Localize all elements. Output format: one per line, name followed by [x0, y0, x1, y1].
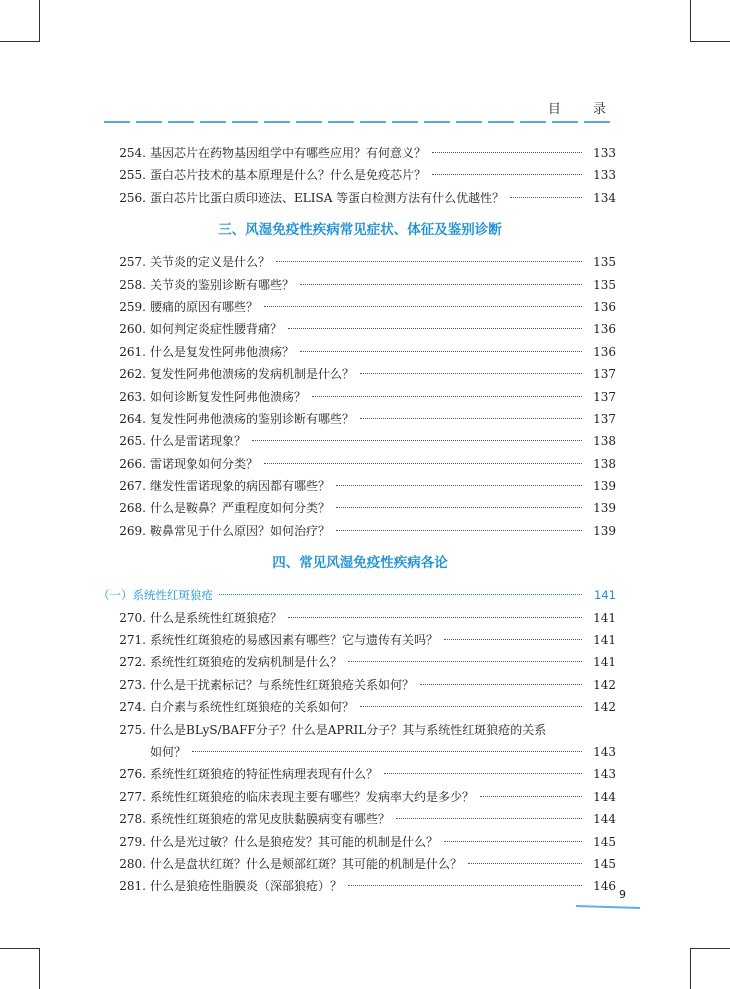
- entry-page: 139: [593, 479, 616, 494]
- entry-title: 关节炎的鉴别诊断有哪些？: [150, 277, 295, 292]
- entry-page: 136: [593, 322, 616, 337]
- leader-dots: [192, 751, 582, 752]
- entry-page: 138: [593, 434, 616, 449]
- leader-dots: [288, 617, 582, 618]
- entry-number: 258.: [119, 277, 146, 292]
- leader-dots: [432, 152, 582, 153]
- toc-entry[interactable]: [104, 696, 616, 718]
- leader-dots: [444, 841, 582, 842]
- entry-number: 272.: [119, 655, 146, 670]
- entry-number: 279.: [119, 834, 146, 849]
- leader-dots: [468, 863, 582, 864]
- page-number-bar: [576, 902, 640, 910]
- toc-entry[interactable]: [104, 831, 616, 853]
- entry-page: 137: [593, 389, 616, 404]
- entry-number: 254.: [119, 146, 146, 160]
- entry-title: 复发性阿弗他溃疡的发病机制是什么？: [150, 367, 355, 382]
- entry-title: 什么是狼疮性脂膜炎（深部狼疮）？: [150, 879, 343, 894]
- entry-page: 145: [593, 856, 616, 871]
- toc-entry[interactable]: [104, 386, 616, 408]
- toc-entry-275[interactable]: 275. 什么是BLyS/BAFF分子？什么是APRIL分子？其与系统性红斑狼疮的关系: [119, 722, 547, 737]
- toc-list: [98, 142, 616, 898]
- toc-entry[interactable]: [104, 607, 616, 629]
- toc-entry[interactable]: [104, 453, 616, 475]
- leader-dots: [348, 661, 582, 662]
- entry-page: 145: [593, 834, 616, 849]
- leader-dots: [264, 463, 582, 464]
- leader-dots: [384, 773, 582, 774]
- toc-entry-275-cont[interactable]: 如何？ 143: [150, 744, 616, 759]
- entry-number: 255.: [119, 168, 146, 183]
- leader-dots: [276, 261, 582, 262]
- toc-entry[interactable]: [104, 875, 616, 897]
- entry-page: 144: [593, 812, 616, 827]
- entry-number: 280.: [119, 856, 146, 871]
- leader-dots: [300, 284, 582, 285]
- entry-page: 135: [593, 277, 616, 292]
- entry-title: 腰痛的原因有哪些？: [150, 299, 259, 314]
- toc-entry[interactable]: [104, 341, 616, 363]
- entry-page: 142: [593, 700, 616, 715]
- leader-dots: [420, 684, 582, 685]
- toc-entry[interactable]: [104, 674, 616, 696]
- leader-dots: [336, 485, 582, 486]
- leader-dots: [252, 440, 582, 441]
- entry-number: 267.: [119, 479, 146, 494]
- toc-entry[interactable]: [104, 318, 616, 340]
- toc-entry[interactable]: [104, 651, 616, 673]
- entry-title: 复发性阿弗他溃疡的鉴别诊断有哪些？: [150, 411, 355, 426]
- toc-entry[interactable]: [104, 363, 616, 385]
- toc-entry[interactable]: [104, 497, 616, 519]
- leader-dots: [219, 594, 582, 595]
- entry-page: 139: [593, 501, 616, 516]
- entry-title: 鞍鼻常见于什么原因？如何治疗？: [150, 523, 331, 538]
- leader-dots: [300, 351, 582, 352]
- entry-title: 系统性红斑狼疮的特征性病理表现有什么？: [150, 767, 379, 782]
- leader-dots: [396, 818, 582, 819]
- entry-number: 259.: [119, 299, 146, 314]
- entry-number: 263.: [119, 389, 146, 404]
- leader-dots: [264, 306, 582, 307]
- entry-title: 什么是复发性阿弗他溃疡？: [150, 344, 295, 359]
- entry-page: 137: [593, 411, 616, 426]
- entry-number: 270.: [119, 610, 146, 625]
- entry-number: 256.: [119, 190, 146, 205]
- entry-number: 276.: [119, 767, 146, 782]
- entry-title: 什么是盘状红斑？什么是颊部红斑？其可能的机制是什么？: [150, 856, 463, 871]
- entry-page: 141: [593, 633, 616, 648]
- entry-number: 271.: [119, 633, 146, 648]
- entry-title: 继发性雷诺现象的病因都有哪些？: [150, 479, 331, 494]
- entry-title: 白介素与系统性红斑狼疮的关系如何？: [150, 700, 355, 715]
- entry-page: 144: [593, 789, 616, 804]
- entry-title: 系统性红斑狼疮的易感因素有哪些？它与遗传有关吗？: [150, 633, 439, 648]
- toc-entry[interactable]: [104, 808, 616, 830]
- section-heading-3: 三、风湿免疫性疾病常见症状、体征及鉴别诊断: [218, 222, 502, 239]
- toc-entry[interactable]: [104, 251, 616, 273]
- entry-title: 系统性红斑狼疮的常见皮肤黏膜病变有哪些？: [150, 812, 391, 827]
- leader-dots: [288, 328, 582, 329]
- toc-entry[interactable]: [104, 430, 616, 452]
- entry-page: 141: [593, 655, 616, 670]
- entry-title: 什么是光过敏？什么是狼疮发？其可能的机制是什么？: [150, 834, 439, 849]
- toc-entry[interactable]: [104, 187, 616, 209]
- entry-page: 134: [593, 190, 616, 205]
- entry-number: 278.: [119, 812, 146, 827]
- leader-dots: [432, 174, 582, 175]
- entry-number: 264.: [119, 411, 146, 426]
- entry-page: 137: [593, 367, 616, 382]
- entry-title: 如何判定炎症性腰背痛？: [150, 322, 283, 337]
- entry-title: 蛋白芯片技术的基本原理是什么？什么是免疫芯片？: [150, 168, 427, 183]
- entry-number: 274.: [119, 700, 146, 715]
- entry-title: 蛋白芯片比蛋白质印迹法、ELISA 等蛋白检测方法有什么优越性？: [150, 190, 505, 205]
- entry-title: 什么是雷诺现象？: [150, 434, 247, 449]
- entry-number: 268.: [119, 501, 146, 516]
- toc-entry[interactable]: [104, 763, 616, 785]
- entry-number: 261.: [119, 344, 146, 359]
- entry-number: 281.: [119, 879, 146, 894]
- entry-page: 135: [593, 255, 616, 270]
- entry-number: 269.: [119, 523, 146, 538]
- entry-page: 142: [593, 677, 616, 692]
- toc-entry[interactable]: [104, 629, 616, 651]
- toc-entry[interactable]: [104, 853, 616, 875]
- leader-dots: [336, 507, 582, 508]
- header-title: 目 录: [547, 102, 620, 117]
- entry-page: 133: [593, 168, 616, 183]
- entry-page: 141: [593, 610, 616, 625]
- subsection-entry[interactable]: [98, 584, 616, 606]
- toc-entry[interactable]: [104, 274, 616, 296]
- entry-title: 系统性红斑狼疮的临床表现主要有哪些？发病率大约是多少？: [150, 789, 475, 804]
- toc-entry[interactable]: [104, 164, 616, 186]
- entry-page: 139: [593, 523, 616, 538]
- entry-title: 系统性红斑狼疮的发病机制是什么？: [150, 655, 343, 670]
- subsection-title: （一）系统性红斑狼疮: [98, 588, 213, 603]
- entry-title: 什么是干扰素标记？与系统性红斑狼疮关系如何？: [150, 677, 415, 692]
- leader-dots: [480, 796, 582, 797]
- leader-dots: [360, 418, 582, 419]
- entry-page: 136: [593, 299, 616, 314]
- leader-dots: [336, 530, 582, 531]
- entry-title: 什么是鞍鼻？严重程度如何分类？: [150, 501, 331, 516]
- entry-title: 关节炎的定义是什么？: [150, 255, 271, 270]
- toc-entry[interactable]: [104, 520, 616, 542]
- entry-title: 雷诺现象如何分类？: [150, 456, 259, 471]
- subsection-page: 141: [594, 588, 616, 603]
- entry-page: 138: [593, 456, 616, 471]
- leader-dots: [510, 197, 582, 198]
- entry-number: 262.: [119, 367, 146, 382]
- entry-page: 133: [593, 146, 616, 160]
- entry-page: 143: [593, 767, 616, 782]
- entry-number: 277.: [119, 789, 146, 804]
- entry-title: 基因芯片在药物基因组学中有哪些应用？有何意义？: [150, 146, 427, 160]
- leader-dots: [312, 396, 582, 397]
- entry-title: 如何诊断复发性阿弗他溃疡？: [150, 389, 307, 404]
- entry-number: 273.: [119, 677, 146, 692]
- page-number: 9: [619, 888, 626, 901]
- section-heading-4: 四、常见风湿免疫性疾病各论: [272, 555, 448, 572]
- toc-entry[interactable]: [104, 142, 616, 164]
- entry-title: 什么是系统性红斑狼疮？: [150, 610, 283, 625]
- entry-number: 260.: [119, 322, 146, 337]
- entry-number: 265.: [119, 434, 146, 449]
- entry-number: 266.: [119, 456, 146, 471]
- entry-number: 257.: [119, 255, 146, 270]
- leader-dots: [360, 706, 582, 707]
- entry-page: 146: [593, 879, 616, 894]
- toc-entry[interactable]: [104, 475, 616, 497]
- header-rule: [104, 118, 616, 126]
- entry-page: 136: [593, 344, 616, 359]
- leader-dots: [444, 639, 582, 640]
- leader-dots: [348, 885, 582, 886]
- toc-entry[interactable]: [104, 296, 616, 318]
- leader-dots: [360, 373, 582, 374]
- toc-entry[interactable]: [104, 408, 616, 430]
- toc-entry[interactable]: [104, 786, 616, 808]
